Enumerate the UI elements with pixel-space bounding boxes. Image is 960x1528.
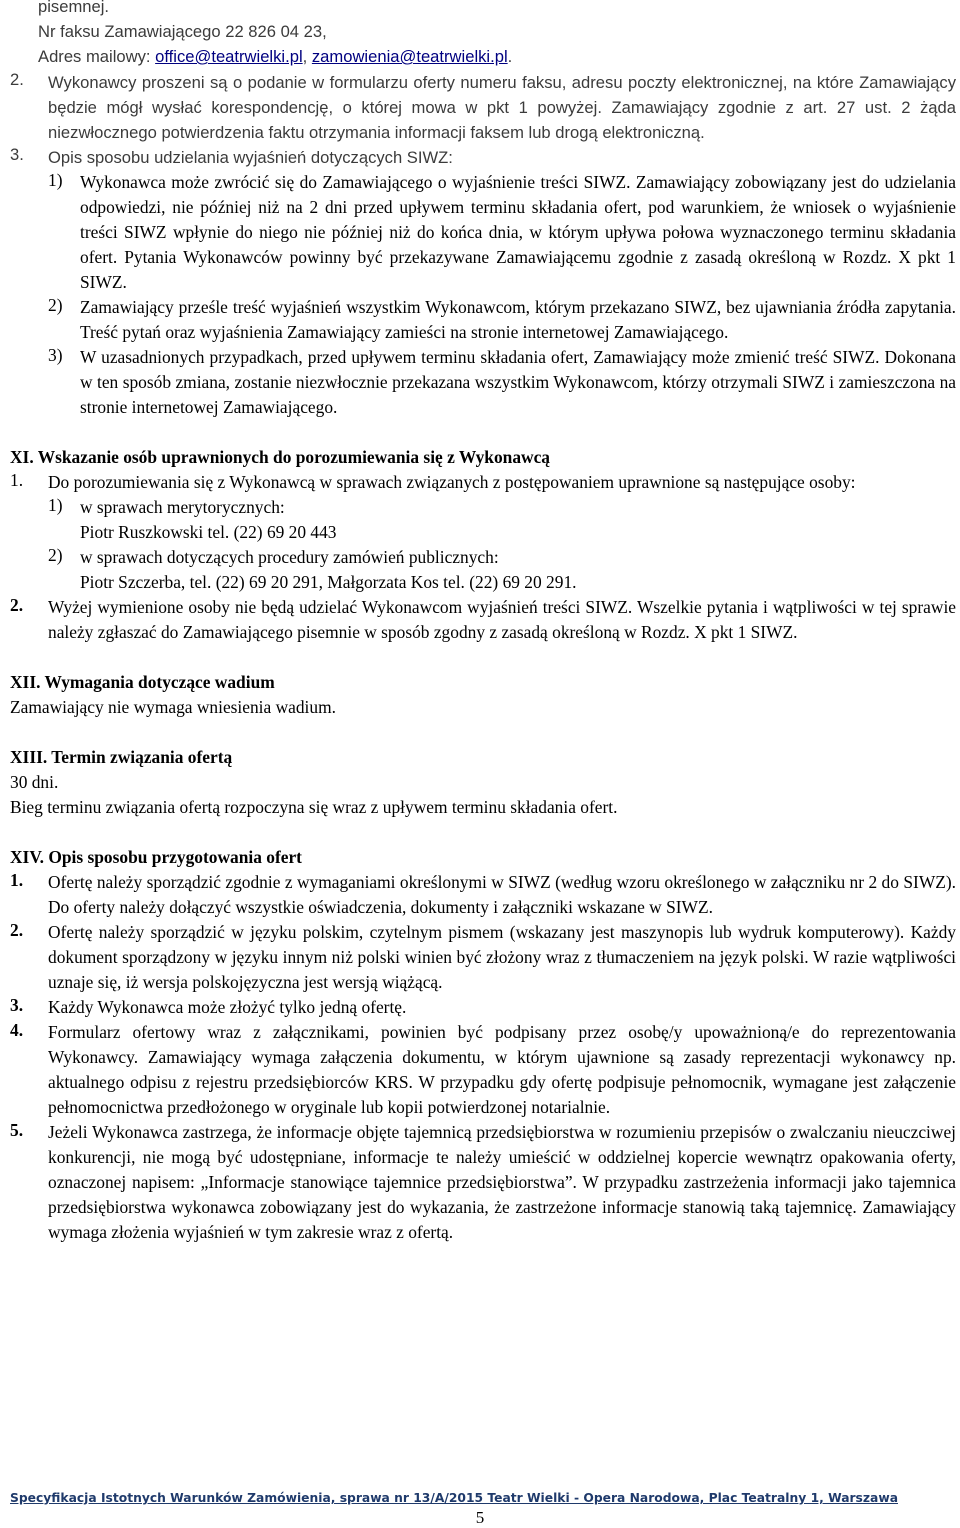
point-2-number: 2.: [10, 70, 24, 89]
section-xiv-item: [10, 995, 956, 1020]
section-xiii-heading: XIII. Termin związania ofertą: [10, 747, 233, 767]
section-xi-point-1-number: 1.: [10, 470, 24, 490]
list-item: [48, 345, 956, 420]
email-link-office[interactable]: office@teatrwielki.pl: [155, 47, 303, 66]
list-item-number: 2): [48, 295, 63, 315]
section-xiv-item: [10, 1120, 956, 1245]
contact-person-merytoryczny: Piotr Ruszkowski tel. (22) 69 20 443: [80, 522, 337, 542]
point-2: [10, 70, 956, 145]
page-footer: Specyfikacja Istotnych Warunków Zamówienia, sprawa nr 13/A/2015 Teatr Wielki - Opera Narodowa, Plac Teatralny 1, Warszawa: [10, 1491, 898, 1505]
section-xiv-item-number: 5.: [10, 1120, 24, 1140]
point-2-text: Wykonawcy proszeni są o podanie w formularzu oferty numeru faksu, adresu poczty elektronicznej, na które Zamawiający będzie mógł wysłać korespondencję, o której mowa w pkt 1 powyżej. Zamawiający zgodnie z art. 27 ust. 2 żąda niezwłocznego potwierdzenia faktu otrzymania informacji faksem lub drogą elektroniczną.: [48, 73, 956, 142]
section-xiii-line-1: 30 dni.: [10, 772, 59, 792]
section-xiv-item-number: 1.: [10, 870, 24, 890]
spacer: [10, 820, 956, 845]
section-xiv-item-text: Każdy Wykonawca może złożyć tylko jedną ofertę.: [48, 997, 407, 1017]
contact-sub-2-number: 2): [48, 545, 63, 565]
list-item-text: Zamawiający prześle treść wyjaśnień wszystkim Wykonawcom, którym przekazano SIWZ, bez ujawniania źródła zapytania. Treść pytań oraz wyjaśnienia Zamawiający zamieści na stronie internetowej Zamawiającego.: [80, 297, 956, 342]
email-line: [38, 44, 956, 69]
point-3-text: Opis sposobu udzielania wyjaśnień dotyczących SIWZ:: [48, 148, 453, 167]
section-xiv-item-text: Jeżeli Wykonawca zastrzega, że informacje objęte tajemnicą przedsiębiorstwa w rozumieniu przepisów o zwalczaniu nieuczciwej konkurencji, nie mogą być udostępniane, informacje te należy umieścić w oddzielnej kopercie wewnątrz opakowania oferty, oznaczonej napisem: „Informacje stanowiące tajemnice przedsiębiorstwa”. W przypadku zastrzeżenia informacji jako tajemnica przedsiębiorstwa wykonawca zobowiązany jest do wykazania, że zastrzeżone informacje stanowią taką tajemnicę. Zamawiający wymaga złożenia wyjaśnień w tym zakresie wraz z ofertą.: [48, 1122, 956, 1242]
section-xi-point-2: [10, 595, 956, 645]
section-xiv-item: [10, 920, 956, 995]
contact-sub-1: [48, 495, 956, 545]
section-xi-heading: XI. Wskazanie osób uprawnionych do porozumiewania się z Wykonawcą: [10, 447, 550, 467]
contact-sub-1-number: 1): [48, 495, 63, 515]
fax-line: Nr faksu Zamawiającego 22 826 04 23,: [38, 22, 327, 41]
section-xiv-heading: XIV. Opis sposobu przygotowania ofert: [10, 847, 302, 867]
point-3-number: 3.: [10, 145, 24, 164]
email-link-zamowienia[interactable]: zamowienia@teatrwielki.pl: [311, 47, 508, 66]
section-xiv-item: [10, 870, 956, 920]
list-item-number: 3): [48, 345, 63, 365]
section-xii-text: Zamawiający nie wymaga wniesienia wadium.: [10, 697, 336, 717]
contact-line-written: pisemnej.: [38, 0, 110, 16]
point-3: [10, 145, 956, 170]
section-xi-point-2-text: Wyżej wymienione osoby nie będą udzielać Wykonawcom wyjaśnień treści SIWZ. Wszelkie pytania i wątpliwości w tej sprawie należy zgłaszać do Zamawiającego pisemnie w sposób zgodny z zasadą określoną w Rozdz. X pkt 1 SIWZ.: [48, 597, 956, 642]
contact-sub-2: [48, 545, 956, 595]
section-xiv-item-number: 2.: [10, 920, 24, 940]
section-xiv-item-number: 3.: [10, 995, 24, 1015]
spacer: [10, 420, 956, 445]
document-page: [10, 0, 956, 1245]
email-end: .: [507, 47, 513, 66]
spacer: [10, 645, 956, 670]
section-xiv-item-text: Formularz ofertowy wraz z załącznikami, powinien być podpisany przez osobę/y upoważnioną/e do reprezentowania Wykonawcy. Zamawiający wymaga załączenia dokumentu, w którym ujawnione są zasady reprezentacji wykonawcy np. aktualnego odpisu z rejestru przedsiębiorców KRS. W przypadku gdy ofertę podpisuje pełnomocnik, wymagane jest załączenie pełnomocnictwa przedłożonego w oryginale lub kopii potwierdzonej notarialnie.: [48, 1022, 956, 1117]
section-xiv-item-number: 4.: [10, 1020, 24, 1040]
list-item: [48, 295, 956, 345]
list-item: [48, 170, 956, 295]
list-item-number: 1): [48, 170, 63, 190]
section-xiv-item-text: Ofertę należy sporządzić zgodnie z wymaganiami określonymi w SIWZ (według wzoru określonego w załączniku nr 2 do SIWZ). Do oferty należy dołączyć wszystkie oświadczenia, dokumenty i załączniki wskazane w SIWZ.: [48, 872, 956, 917]
email-separator: ,: [302, 47, 312, 66]
section-xiv-item-text: Ofertę należy sporządzić w języku polskim, czytelnym pismem (wskazany jest maszynopis lub wydruk komputerowy). Każdy dokument sporządzony w języku innym niż polski winien być złożony wraz z tłumaczeniem na język polski. W razie wątpliwości uznaje się, iż wersja polskojęzyczna jest wersją wiążącą.: [48, 922, 956, 992]
section-xi-point-1: [10, 470, 956, 495]
section-xii-heading: XII. Wymagania dotyczące wadium: [10, 672, 275, 692]
list-item-text: W uzasadnionych przypadkach, przed upływem terminu składania ofert, Zamawiający może zmienić treść SIWZ. Dokonana w ten sposób zmiana, zostanie niezwłocznie przekazana wszystkim Wykonawcom, którzy otrzymali SIWZ i zamieszczona na stronie internetowej Zamawiającego.: [80, 347, 956, 417]
contact-block: [38, 0, 956, 69]
section-xiv-item: [10, 1020, 956, 1120]
section-xi-point-2-number: 2.: [10, 595, 24, 615]
contact-sub-1-text: w sprawach merytorycznych:: [80, 497, 285, 517]
spacer: [10, 720, 956, 745]
contact-sub-2-text: w sprawach dotyczących procedury zamówień publicznych:: [80, 547, 499, 567]
point-3-list: [48, 170, 956, 420]
section-xi-point-1-text: Do porozumiewania się z Wykonawcą w sprawach związanych z postępowaniem uprawnione są następujące osoby:: [48, 472, 856, 492]
list-item-text: Wykonawca może zwrócić się do Zamawiającego o wyjaśnienie treści SIWZ. Zamawiający zobowiązany jest do udzielania odpowiedzi, nie później niż na 2 dni przed upływem terminu składania ofert, pod warunkiem, że wniosek o wyjaśnienie treści SIWZ wpłynie do niego nie później niż do końca dnia, w którym upływa połowa wyznaczonego terminu składania ofert. Pytania Wykonawców powinny być przekazywane Zamawiającemu zgodnie z zasadą określoną w Rozdz. X pkt 1 SIWZ.: [80, 172, 956, 292]
contact-person-procedura: Piotr Szczerba, tel. (22) 69 20 291, Małgorzata Kos tel. (22) 69 20 291.: [80, 572, 577, 592]
section-xiii-line-2: Bieg terminu związania ofertą rozpoczyna się wraz z upływem terminu składania ofert.: [10, 797, 618, 817]
page-number: 5: [475, 1508, 485, 1527]
email-label: Adres mailowy:: [38, 47, 156, 66]
